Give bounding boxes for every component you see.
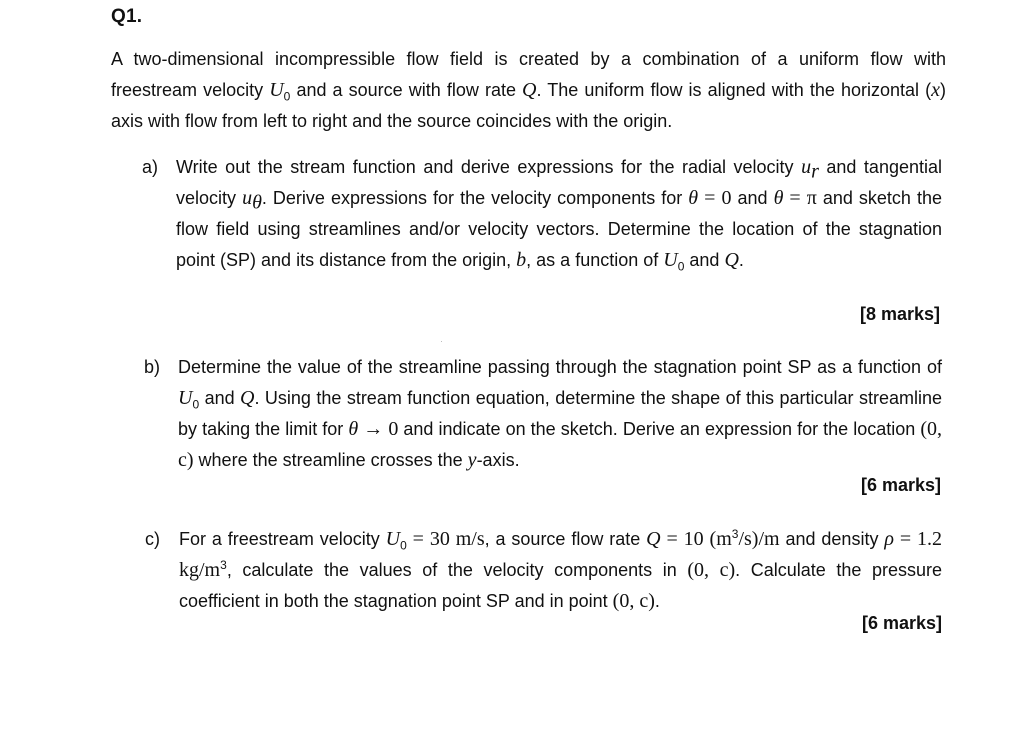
part-c-label: c) — [145, 529, 160, 549]
part-c — [145, 524, 943, 617]
part-c-text: For a freestream velocity $U_0 = 30$ m/s, a source flow rate Q = 10 $(m^3/s)/m$ and density ρ = 1.2 $kg/m^3$, calculate the values of the velocity components in (0, c). Calculate the pressure coefficient in both the stagnation point SP and in point (0, c). — [179, 527, 943, 612]
part-c-marks: [6 marks] — [861, 613, 942, 633]
part-a-text: Write out the stream function and derive expressions for the radial velocity $u_r$ and tangential velocity $u_\theta$. Derive expressions for the velocity components for θ = 0 and θ = π and sketch the flow field using streamlines and/or velocity vectors. Determine the location of the stagnation point (SP) and its distance from the origin, b, as a function of $U_0$ and Q. — [176, 156, 942, 274]
scan-speck — [441, 341, 442, 342]
part-b-text: Determine the value of the streamline passing through the stagnation point SP as a function of $U_0$ and Q. Using the stream function equation, determine the shape of this particular streamline by taking the limit for θ → 0 and indicate on the sketch. Derive an expression for the location (0, c) where the streamline crosses the y-axis. — [178, 357, 943, 471]
part-b-label: b) — [144, 357, 161, 377]
part-a-marks: [8 marks] — [859, 304, 940, 324]
question-title: Q1. — [111, 6, 143, 27]
question-intro: A two-dimensional incompressible flow field is created by a combination of a uniform flow with freestream velocity $U_0$ and a source with flow rate Q. The uniform flow is aligned with the horizontal (x) axis with flow from left to right and the source coincides with the origin. — [111, 49, 946, 131]
part-a-label: a) — [142, 157, 159, 177]
part-b-marks: [6 marks] — [860, 475, 941, 495]
part-a — [142, 152, 942, 276]
part-b — [144, 352, 943, 476]
